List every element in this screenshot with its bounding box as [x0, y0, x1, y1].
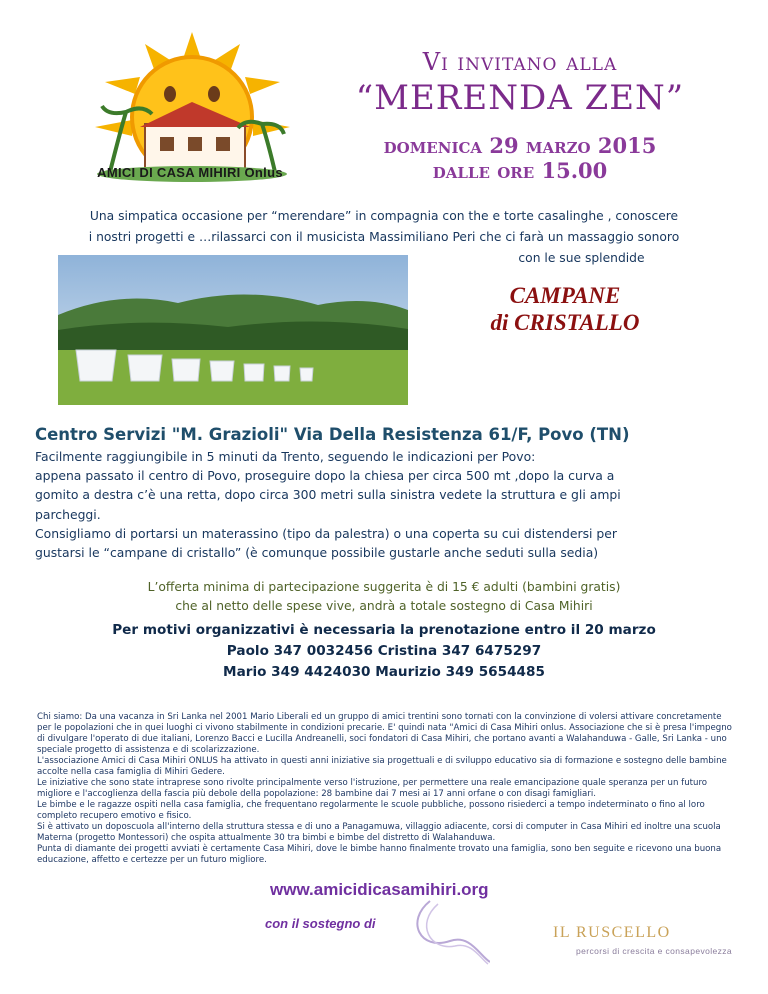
contact-phones: Paolo 347 0032456 Cristina 347 6475297 [226, 643, 542, 659]
about-paragraph: Si è attivato un doposcuola all'interno della struttura stessa e di uno a Panagamuwa, villaggio adiacente, corsi di computer in Casa Mihiri ed inoltre una scuola Materna (progetto Montessori) che ospita attualmente 30 tra bimbi e bimbe del distretto di Walahanduwa. [37, 822, 721, 843]
about-us-text [37, 712, 737, 866]
directions-line: appena passato il centro di Povo, proseguire dopo la chiesa per circa 500 mt ,dopo la curva a [35, 468, 615, 484]
sponsor-tagline: percorsi di crescita e consapevolezza [576, 946, 733, 956]
directions-line: Facilmente raggiungibile in 5 minuti da Trento, seguendo le indicazioni per Povo: [35, 449, 536, 464]
ruscello-wave-icon [410, 896, 490, 966]
about-paragraph: Le bimbe e le ragazze ospiti nella casa famiglia, che frequentano regolarmente le scuole pubbliche, possono risiederci a tempo indeterminato o fino al loro completo recupero emotivo e fisico. [37, 800, 705, 821]
website-link[interactable]: www.amicidicasamihiri.org [270, 880, 489, 899]
intro-line: i nostri progetti e …rilassarci con il musicista Massimiliano Peri che ci farà un massaggio sonoro [88, 230, 680, 244]
directions-line: gomito a destra c’è una retta, dopo circa 300 metri sulla sinistra vedete la struttura e gli ampi [35, 487, 621, 503]
booking-deadline: Per motivi organizzativi è necessaria la prenotazione entro il 20 marzo [112, 622, 656, 638]
campane-line: di CRISTALLO [490, 310, 640, 335]
offer-line: che al netto delle spese vive, andrà a totale sostegno di Casa Mihiri [175, 599, 593, 613]
directions-text [35, 447, 747, 562]
event-date [345, 133, 695, 183]
event-title: “MERENDA ZEN” [355, 78, 685, 118]
about-paragraph: L'associazione Amici di Casa Mihiri ONLUS ha attivato in questi anni iniziative sia progettuali e di sviluppo educativo sia di formazione e sostegno delle bambine accolte nella casa famiglia di Mihiri Gedere. [37, 756, 727, 777]
intro-line: con le sue splendide [518, 251, 645, 265]
invite-line: Vi invitano alla [422, 48, 618, 76]
crystal-bowls-heading [440, 282, 690, 336]
about-paragraph: Chi siamo: Da una vacanza in Sri Lanka nel 2001 Mario Liberali ed un gruppo di amici trentini sono tornati con la convinzione di volersi attivare concretamente per le popolazioni che in quei luoghi ci vivono stabilmente in condizioni precarie. E' quindi nata "Amici di Casa Mihiri onlus. Associazione che si è presa l'impegno di divulgare l'operato di due italiani, Lorenzo Bacci e Lucilla Andreanelli, soci fondatori di Casa Mihiri, che portano avanti a Walahanduwa - Galle, Sri Lanka - uno speciale progetto di assistenza e di scolarizzazione. [37, 712, 732, 755]
offer-line: L’offerta minima di partecipazione suggerita è di 15 € adulti (bambini gratis) [147, 580, 621, 594]
venue-address: Centro Servizi "M. Grazioli" Via Della Resistenza 61/F, Povo (TN) [35, 425, 630, 444]
time-line: dalle ore 15.00 [432, 158, 608, 183]
date-line: domenica 29 marzo 2015 [383, 133, 657, 158]
crystal-bowls-photo [58, 255, 408, 405]
booking-info [20, 620, 748, 683]
contact-phones: Mario 349 4424030 Maurizio 349 5654485 [223, 664, 545, 680]
about-paragraph: Punta di diamante dei progetti avviati è certamente Casa Mihiri, dove le bimbe hanno finalmente trovato una famiglia, sono ben seguite e ricevono una buona educazione, affetto e certezze per un futuro migliore. [37, 844, 722, 865]
directions-line: gustarsi le “campane di cristallo” (è comunque possibile gustarle anche seduti sulla sedia) [35, 545, 599, 561]
about-paragraph: Le iniziative che sono state intraprese sono rivolte principalmente verso l'istruzione, per permettere una reale emancipazione quale speranza per un futuro migliore e l'accoglienza della fascia più debole della popolazione: 28 bambine dai 7 mesi ai 17 anni orfane o con disagi famigliari. [37, 778, 708, 799]
support-label: con il sostegno di [265, 916, 376, 931]
directions-line: parcheggi. [35, 506, 101, 522]
org-name: AMICI DI CASA MIHIRI Onlus [97, 165, 283, 180]
intro-line: Una simpatica occasione per “merendare” in compagnia con the e torte casalinghe , conoscere [89, 209, 679, 223]
directions-line: Consigliamo di portarsi un materassino (tipo da palestra) o una coperta su cui distendersi per [35, 525, 618, 541]
campane-line: CAMPANE [509, 283, 621, 308]
sponsor-name: IL RUSCELLO [553, 924, 671, 941]
offer-text [20, 578, 748, 616]
